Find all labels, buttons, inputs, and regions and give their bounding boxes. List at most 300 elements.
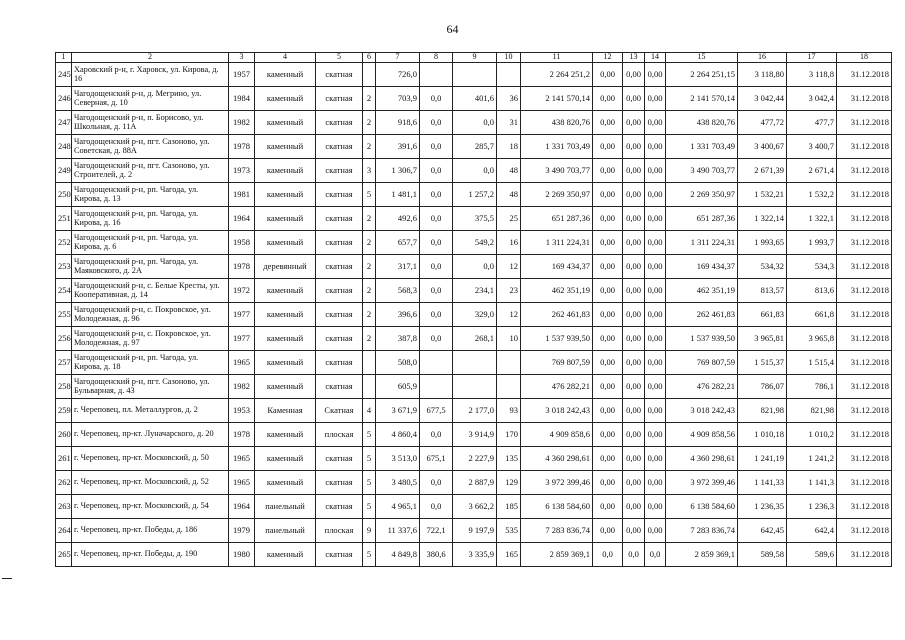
cell-nonresidential-area: 0,0 — [420, 327, 453, 351]
cell-wall-material: каменный — [255, 231, 316, 255]
cell-cost-owners: 6 138 584,60 — [666, 495, 738, 519]
cell-cost-owners: 169 434,37 — [666, 255, 738, 279]
cell-cost-regional: 0,00 — [623, 447, 645, 471]
cell-cost-per-sqm: 477,72 — [738, 111, 787, 135]
cell-residential-area: 234,1 — [453, 279, 497, 303]
cell-cost-local: 0,00 — [645, 111, 666, 135]
cell-total-area: 317,1 — [376, 255, 420, 279]
cell-year-built: 1958 — [229, 231, 255, 255]
cell-cost-total: 438 820,76 — [521, 111, 593, 135]
cell-residents: 12 — [497, 303, 521, 327]
cell-cost-owners: 262 461,83 — [666, 303, 738, 327]
column-header: 1 — [56, 53, 72, 63]
cell-cost-owners: 462 351,19 — [666, 279, 738, 303]
cell-cost-per-sqm-limit: 813,6 — [787, 279, 837, 303]
cell-cost-federal: 0,00 — [593, 399, 623, 423]
cell-nonresidential-area: 0,0 — [420, 279, 453, 303]
cell-cost-federal: 0,00 — [593, 375, 623, 399]
cell-residential-area — [453, 375, 497, 399]
cell-residents: 48 — [497, 183, 521, 207]
table-row — [56, 135, 892, 159]
cell-year-built: 1972 — [229, 279, 255, 303]
cell-cost-local: 0,00 — [645, 423, 666, 447]
cell-cost-local: 0,00 — [645, 303, 666, 327]
column-header: 14 — [645, 53, 666, 63]
cell-wall-material: деревянный — [255, 255, 316, 279]
cell-nonresidential-area: 675,1 — [420, 447, 453, 471]
cell-cost-federal: 0,00 — [593, 351, 623, 375]
cell-floors: 5 — [363, 543, 376, 567]
cell-total-area: 703,9 — [376, 87, 420, 111]
cell-nonresidential-area: 0,0 — [420, 183, 453, 207]
cell-cost-total: 262 461,83 — [521, 303, 593, 327]
cell-completion-date: 31.12.2018 — [837, 231, 892, 255]
cell-cost-federal: 0,00 — [593, 279, 623, 303]
cell-total-area: 1 481,1 — [376, 183, 420, 207]
cell-wall-material: каменный — [255, 543, 316, 567]
cell-roof-type: скатная — [316, 471, 363, 495]
cell-nonresidential-area — [420, 63, 453, 87]
cell-cost-per-sqm: 1 993,65 — [738, 231, 787, 255]
cell-cost-owners: 651 287,36 — [666, 207, 738, 231]
cell-address: Чагодощенский р-н, пгт. Сазоново, ул. Бульварная, д. 43 — [72, 375, 229, 399]
cell-floors: 5 — [363, 495, 376, 519]
cell-row-number: 254 — [56, 279, 72, 303]
table-row — [56, 447, 892, 471]
cell-year-built: 1953 — [229, 399, 255, 423]
column-header: 7 — [376, 53, 420, 63]
cell-cost-per-sqm: 1 241,19 — [738, 447, 787, 471]
table-row — [56, 327, 892, 351]
table-row — [56, 279, 892, 303]
cell-total-area: 3 671,9 — [376, 399, 420, 423]
cell-cost-per-sqm-limit: 3 400,7 — [787, 135, 837, 159]
cell-cost-owners: 438 820,76 — [666, 111, 738, 135]
cell-cost-per-sqm-limit: 1 515,4 — [787, 351, 837, 375]
cell-wall-material: каменный — [255, 159, 316, 183]
cell-cost-per-sqm-limit: 642,4 — [787, 519, 837, 543]
cell-cost-federal: 0,00 — [593, 207, 623, 231]
cell-roof-type: скатная — [316, 351, 363, 375]
cell-nonresidential-area: 0,0 — [420, 207, 453, 231]
cell-wall-material: каменный — [255, 447, 316, 471]
column-header: 11 — [521, 53, 593, 63]
cell-cost-regional: 0,0 — [623, 543, 645, 567]
cell-floors: 2 — [363, 231, 376, 255]
column-header: 6 — [363, 53, 376, 63]
table-row — [56, 375, 892, 399]
cell-cost-owners: 2 269 350,97 — [666, 183, 738, 207]
cell-cost-regional: 0,00 — [623, 375, 645, 399]
cell-cost-federal: 0,00 — [593, 231, 623, 255]
cell-residents: 129 — [497, 471, 521, 495]
cell-wall-material: каменный — [255, 471, 316, 495]
cell-residents: 16 — [497, 231, 521, 255]
cell-residents: 12 — [497, 255, 521, 279]
table-row — [56, 207, 892, 231]
cell-total-area: 3 513,0 — [376, 447, 420, 471]
cell-residents — [497, 351, 521, 375]
cell-row-number: 252 — [56, 231, 72, 255]
table-row — [56, 231, 892, 255]
cell-cost-total: 3 018 242,43 — [521, 399, 593, 423]
header-row — [56, 53, 892, 63]
cell-cost-per-sqm-limit: 1 532,2 — [787, 183, 837, 207]
cell-nonresidential-area: 0,0 — [420, 111, 453, 135]
cell-cost-per-sqm-limit: 3 118,8 — [787, 63, 837, 87]
cell-cost-regional: 0,00 — [623, 207, 645, 231]
cell-cost-per-sqm-limit: 661,8 — [787, 303, 837, 327]
cell-roof-type: скатная — [316, 135, 363, 159]
cell-cost-federal: 0,0 — [593, 543, 623, 567]
cell-cost-per-sqm: 3 400,67 — [738, 135, 787, 159]
cell-cost-owners: 3 018 242,43 — [666, 399, 738, 423]
column-header: 16 — [738, 53, 787, 63]
cell-floors: 2 — [363, 279, 376, 303]
cell-cost-total: 169 434,37 — [521, 255, 593, 279]
cell-cost-owners: 2 264 251,15 — [666, 63, 738, 87]
cell-roof-type: плоская — [316, 519, 363, 543]
cell-cost-owners: 7 283 836,74 — [666, 519, 738, 543]
cell-cost-federal: 0,00 — [593, 303, 623, 327]
cell-floors: 3 — [363, 159, 376, 183]
cell-residential-area: 268,1 — [453, 327, 497, 351]
cell-wall-material: каменный — [255, 375, 316, 399]
cell-cost-local: 0,00 — [645, 63, 666, 87]
cell-cost-owners: 4 360 298,61 — [666, 447, 738, 471]
cell-cost-regional: 0,00 — [623, 351, 645, 375]
cell-roof-type: скатная — [316, 63, 363, 87]
column-header: 8 — [420, 53, 453, 63]
cell-residential-area: 0,0 — [453, 159, 497, 183]
cell-cost-regional: 0,00 — [623, 279, 645, 303]
cell-cost-per-sqm: 1 010,18 — [738, 423, 787, 447]
cell-cost-per-sqm: 1 515,37 — [738, 351, 787, 375]
cell-cost-owners: 769 807,59 — [666, 351, 738, 375]
cell-year-built: 1977 — [229, 303, 255, 327]
cell-residents: 25 — [497, 207, 521, 231]
column-header: 13 — [623, 53, 645, 63]
cell-wall-material: панельный — [255, 519, 316, 543]
cell-cost-local: 0,00 — [645, 471, 666, 495]
cell-residents: 93 — [497, 399, 521, 423]
cell-floors: 2 — [363, 135, 376, 159]
table-row — [56, 471, 892, 495]
column-header: 9 — [453, 53, 497, 63]
cell-roof-type: скатная — [316, 183, 363, 207]
cell-cost-regional: 0,00 — [623, 495, 645, 519]
cell-wall-material: каменный — [255, 111, 316, 135]
table-row — [56, 111, 892, 135]
cell-floors — [363, 63, 376, 87]
table-row — [56, 423, 892, 447]
cell-year-built: 1964 — [229, 495, 255, 519]
cell-residential-area: 0,0 — [453, 255, 497, 279]
cell-address: г. Череповец, пр-кт. Московский, д. 54 — [72, 495, 229, 519]
cell-nonresidential-area: 0,0 — [420, 231, 453, 255]
cell-cost-federal: 0,00 — [593, 135, 623, 159]
cell-completion-date: 31.12.2018 — [837, 63, 892, 87]
cell-completion-date: 31.12.2018 — [837, 423, 892, 447]
cell-nonresidential-area: 0,0 — [420, 423, 453, 447]
cell-row-number: 246 — [56, 87, 72, 111]
cell-roof-type: скатная — [316, 87, 363, 111]
cell-residential-area — [453, 63, 497, 87]
table-row — [56, 495, 892, 519]
column-header: 12 — [593, 53, 623, 63]
cell-cost-owners: 3 972 399,46 — [666, 471, 738, 495]
cell-address: Харовский р-н, г. Харовск, ул. Кирова, д. 16 — [72, 63, 229, 87]
cell-nonresidential-area: 677,5 — [420, 399, 453, 423]
cell-cost-federal: 0,00 — [593, 111, 623, 135]
cell-cost-owners: 1 311 224,31 — [666, 231, 738, 255]
cell-wall-material: каменный — [255, 423, 316, 447]
cell-cost-per-sqm: 3 965,81 — [738, 327, 787, 351]
cell-floors: 2 — [363, 327, 376, 351]
cell-residents: 18 — [497, 135, 521, 159]
cell-nonresidential-area: 0,0 — [420, 135, 453, 159]
cell-row-number: 248 — [56, 135, 72, 159]
cell-cost-regional: 0,00 — [623, 519, 645, 543]
cell-cost-per-sqm: 3 042,44 — [738, 87, 787, 111]
table-row — [56, 399, 892, 423]
cell-row-number: 245 — [56, 63, 72, 87]
cell-address: Чагодощенский р-н, рп. Чагода, ул. Маяковского, д. 2А — [72, 255, 229, 279]
cell-cost-per-sqm: 534,32 — [738, 255, 787, 279]
cell-address: Чагодощенский р-н, с. Покровское, ул. Молодежная, д. 96 — [72, 303, 229, 327]
cell-wall-material: каменный — [255, 183, 316, 207]
cell-roof-type: Скатная — [316, 399, 363, 423]
cell-cost-per-sqm-limit: 1 322,1 — [787, 207, 837, 231]
cell-floors: 9 — [363, 519, 376, 543]
table-body — [56, 63, 892, 567]
cell-address: Чагодощенский р-н, д. Мегрино, ул. Северная, д. 10 — [72, 87, 229, 111]
cell-completion-date: 31.12.2018 — [837, 135, 892, 159]
cell-cost-local: 0,00 — [645, 183, 666, 207]
cell-residential-area: 0,0 — [453, 111, 497, 135]
cell-cost-federal: 0,00 — [593, 255, 623, 279]
cell-cost-per-sqm-limit: 786,1 — [787, 375, 837, 399]
column-header: 18 — [837, 53, 892, 63]
cell-cost-total: 4 909 858,6 — [521, 423, 593, 447]
table-row — [56, 87, 892, 111]
cell-completion-date: 31.12.2018 — [837, 543, 892, 567]
cell-residential-area: 2 887,9 — [453, 471, 497, 495]
cell-residents — [497, 375, 521, 399]
cell-year-built: 1978 — [229, 255, 255, 279]
cell-roof-type: скатная — [316, 207, 363, 231]
cell-residential-area: 9 197,9 — [453, 519, 497, 543]
cell-residential-area: 1 257,2 — [453, 183, 497, 207]
cell-row-number: 255 — [56, 303, 72, 327]
cell-residential-area: 329,0 — [453, 303, 497, 327]
cell-cost-federal: 0,00 — [593, 471, 623, 495]
cell-cost-regional: 0,00 — [623, 303, 645, 327]
cell-roof-type: скатная — [316, 327, 363, 351]
cell-wall-material: каменный — [255, 303, 316, 327]
page-number: 64 — [446, 22, 459, 36]
cell-address: г. Череповец, пр-кт. Луначарского, д. 20 — [72, 423, 229, 447]
cell-year-built: 1973 — [229, 159, 255, 183]
cell-residents: 165 — [497, 543, 521, 567]
cell-cost-per-sqm-limit: 3 042,4 — [787, 87, 837, 111]
cell-cost-per-sqm-limit: 3 965,8 — [787, 327, 837, 351]
cell-residents: 31 — [497, 111, 521, 135]
cell-residential-area — [453, 351, 497, 375]
cell-year-built: 1964 — [229, 207, 255, 231]
cell-cost-local: 0,00 — [645, 327, 666, 351]
cell-residents: 185 — [497, 495, 521, 519]
cell-roof-type: скатная — [316, 159, 363, 183]
cell-row-number: 257 — [56, 351, 72, 375]
cell-cost-regional: 0,00 — [623, 471, 645, 495]
cell-cost-federal: 0,00 — [593, 87, 623, 111]
cell-address: г. Череповец, пл. Металлургов, д. 2 — [72, 399, 229, 423]
cell-cost-owners: 3 490 703,77 — [666, 159, 738, 183]
table-row — [56, 303, 892, 327]
cell-floors: 2 — [363, 255, 376, 279]
cell-cost-regional: 0,00 — [623, 159, 645, 183]
cell-cost-total: 2 859 369,1 — [521, 543, 593, 567]
cell-row-number: 261 — [56, 447, 72, 471]
cell-roof-type: скатная — [316, 495, 363, 519]
cell-total-area: 4 849,8 — [376, 543, 420, 567]
cell-year-built: 1957 — [229, 63, 255, 87]
cell-row-number: 264 — [56, 519, 72, 543]
cell-total-area: 492,6 — [376, 207, 420, 231]
cell-total-area: 508,0 — [376, 351, 420, 375]
cell-total-area: 387,8 — [376, 327, 420, 351]
cell-row-number: 253 — [56, 255, 72, 279]
cell-cost-per-sqm: 2 671,39 — [738, 159, 787, 183]
column-header: 15 — [666, 53, 738, 63]
cell-cost-regional: 0,00 — [623, 399, 645, 423]
cell-cost-per-sqm-limit: 589,6 — [787, 543, 837, 567]
cell-cost-total: 651 287,36 — [521, 207, 593, 231]
cell-cost-total: 4 360 298,61 — [521, 447, 593, 471]
cell-cost-total: 476 282,21 — [521, 375, 593, 399]
cell-address: Чагодощенский р-н, с. Белые Кресты, ул. Кооперативная, д. 14 — [72, 279, 229, 303]
cell-cost-federal: 0,00 — [593, 519, 623, 543]
cell-floors — [363, 351, 376, 375]
cell-total-area: 657,7 — [376, 231, 420, 255]
cell-cost-per-sqm: 1 322,14 — [738, 207, 787, 231]
cell-cost-per-sqm: 1 532,21 — [738, 183, 787, 207]
cell-cost-total: 6 138 584,60 — [521, 495, 593, 519]
cell-total-area: 391,6 — [376, 135, 420, 159]
cell-row-number: 250 — [56, 183, 72, 207]
cell-cost-per-sqm: 786,07 — [738, 375, 787, 399]
cell-address: Чагодощенский р-н, с. Покровское, ул. Молодежная, д. 97 — [72, 327, 229, 351]
column-header: 2 — [72, 53, 229, 63]
cell-cost-per-sqm-limit: 534,3 — [787, 255, 837, 279]
cell-cost-per-sqm-limit: 1 993,7 — [787, 231, 837, 255]
cell-year-built: 1977 — [229, 327, 255, 351]
table-row — [56, 255, 892, 279]
cell-total-area: 918,6 — [376, 111, 420, 135]
data-table — [55, 52, 892, 567]
cell-completion-date: 31.12.2018 — [837, 495, 892, 519]
cell-cost-regional: 0,00 — [623, 111, 645, 135]
cell-address: г. Череповец, пр-кт. Победы, д. 186 — [72, 519, 229, 543]
cell-cost-local: 0,0 — [645, 543, 666, 567]
cell-total-area: 4 965,1 — [376, 495, 420, 519]
cell-residents: 170 — [497, 423, 521, 447]
cell-cost-local: 0,00 — [645, 375, 666, 399]
cell-cost-local: 0,00 — [645, 87, 666, 111]
cell-floors: 5 — [363, 423, 376, 447]
cell-residents — [497, 63, 521, 87]
cell-cost-per-sqm: 589,58 — [738, 543, 787, 567]
cell-cost-federal: 0,00 — [593, 327, 623, 351]
cell-cost-per-sqm: 3 118,80 — [738, 63, 787, 87]
cell-wall-material: панельный — [255, 495, 316, 519]
cell-total-area: 726,0 — [376, 63, 420, 87]
cell-row-number: 247 — [56, 111, 72, 135]
cell-completion-date: 31.12.2018 — [837, 279, 892, 303]
cell-nonresidential-area — [420, 375, 453, 399]
cell-cost-per-sqm-limit: 821,98 — [787, 399, 837, 423]
cell-cost-total: 2 264 251,2 — [521, 63, 593, 87]
column-header: 17 — [787, 53, 837, 63]
cell-residential-area: 375,5 — [453, 207, 497, 231]
cell-completion-date: 31.12.2018 — [837, 111, 892, 135]
cell-cost-local: 0,00 — [645, 399, 666, 423]
cell-completion-date: 31.12.2018 — [837, 471, 892, 495]
cell-year-built: 1965 — [229, 351, 255, 375]
cell-wall-material: каменный — [255, 279, 316, 303]
cell-cost-total: 769 807,59 — [521, 351, 593, 375]
cell-total-area: 3 480,5 — [376, 471, 420, 495]
cell-year-built: 1979 — [229, 519, 255, 543]
cell-cost-owners: 1 537 939,50 — [666, 327, 738, 351]
cell-cost-per-sqm-limit: 1 241,2 — [787, 447, 837, 471]
cell-roof-type: плоская — [316, 423, 363, 447]
cell-wall-material: каменный — [255, 63, 316, 87]
cell-year-built: 1981 — [229, 183, 255, 207]
cell-address: Чагодощенский р-н, рп. Чагода, ул. Кирова, д. 13 — [72, 183, 229, 207]
cell-cost-total: 3 972 399,46 — [521, 471, 593, 495]
cell-cost-per-sqm: 813,57 — [738, 279, 787, 303]
cell-floors: 4 — [363, 399, 376, 423]
cell-cost-per-sqm-limit: 1 236,3 — [787, 495, 837, 519]
cell-cost-per-sqm-limit: 2 671,4 — [787, 159, 837, 183]
cell-row-number: 258 — [56, 375, 72, 399]
cell-total-area: 568,3 — [376, 279, 420, 303]
cell-year-built: 1978 — [229, 135, 255, 159]
cell-cost-local: 0,00 — [645, 447, 666, 471]
cell-residential-area: 2 227,9 — [453, 447, 497, 471]
cell-total-area: 4 860,4 — [376, 423, 420, 447]
cell-row-number: 265 — [56, 543, 72, 567]
cell-cost-regional: 0,00 — [623, 87, 645, 111]
cell-year-built: 1982 — [229, 375, 255, 399]
cell-cost-federal: 0,00 — [593, 159, 623, 183]
cell-wall-material: каменный — [255, 207, 316, 231]
cell-cost-per-sqm: 642,45 — [738, 519, 787, 543]
cell-cost-per-sqm: 1 236,35 — [738, 495, 787, 519]
cell-completion-date: 31.12.2018 — [837, 351, 892, 375]
cell-cost-per-sqm: 1 141,33 — [738, 471, 787, 495]
cell-cost-per-sqm-limit: 477,7 — [787, 111, 837, 135]
cell-row-number: 259 — [56, 399, 72, 423]
cell-floors: 2 — [363, 303, 376, 327]
cell-residents: 10 — [497, 327, 521, 351]
cell-row-number: 260 — [56, 423, 72, 447]
cell-cost-total: 2 269 350,97 — [521, 183, 593, 207]
cell-cost-total: 1 537 939,50 — [521, 327, 593, 351]
cell-residents: 36 — [497, 87, 521, 111]
